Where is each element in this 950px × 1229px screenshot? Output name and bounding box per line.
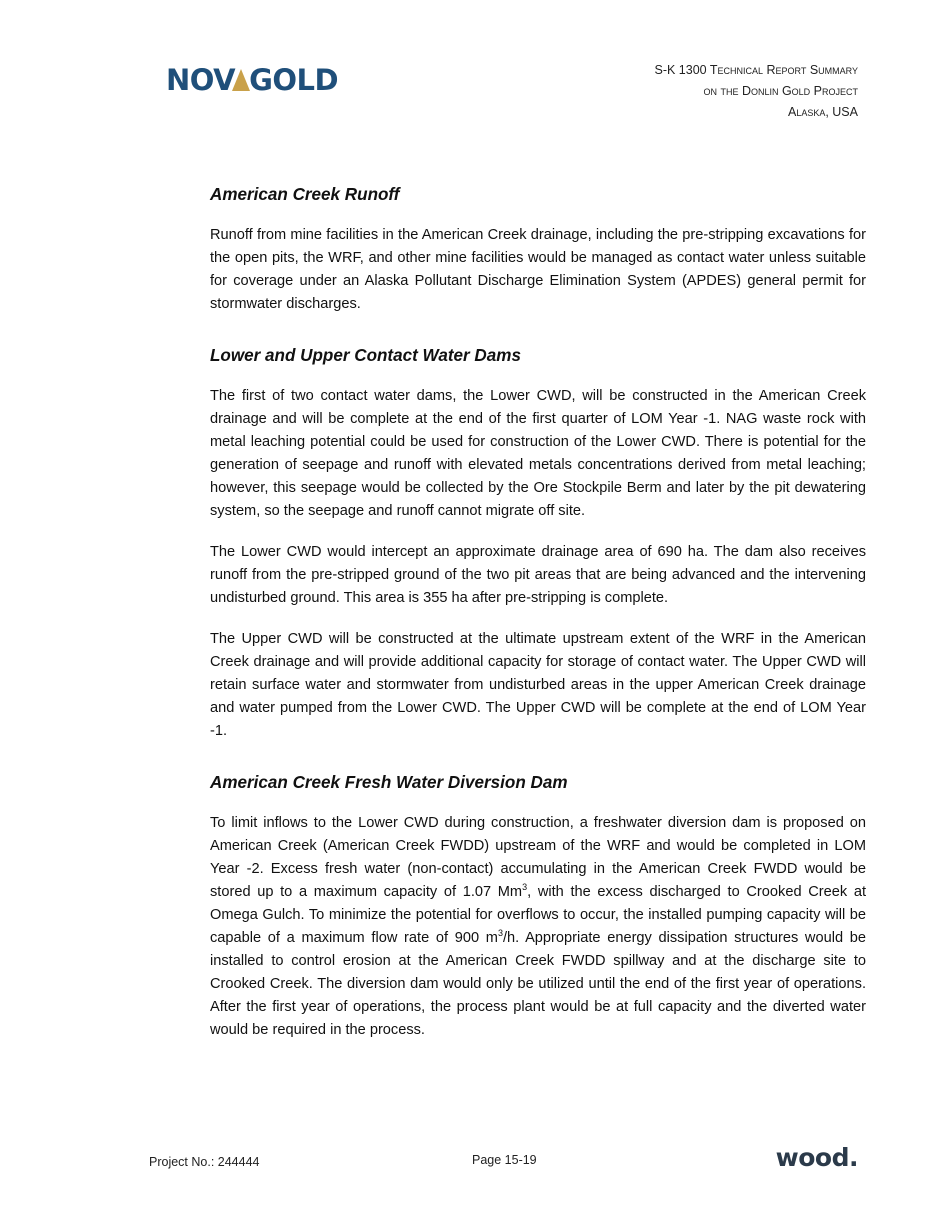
- paragraph-text: , with the excess discharged to Crooked Creek at Omega Gulch. To minimize the potential for overflows to occur, the installed pumping capacity will be capable of a maximum flow rate of 900 m: [210, 884, 866, 946]
- paragraph-text: To limit inflows to the Lower CWD during construction, a freshwater diversion dam is proposed on American Creek (American Creek FWDD) upstream of the WRF and would be completed in LOM Year -2. Excess fresh water (non-contact) accumulating in the American Creek FWDD would be stored up to a maximum capacity of 1.07 Mm: [210, 815, 866, 900]
- page-number: Page 15-19: [472, 1153, 537, 1167]
- paragraph: Runoff from mine facilities in the American Creek drainage, including the pre-stripping excavations for the open pits, the WRF, and other mine facilities would be managed as contact water unless suitable for coverage under an Alaska Pollutant Discharge Elimination System (APDES) general permit for stormwater discharges.: [210, 227, 866, 312]
- project-number: Project No.: 244444: [149, 1155, 260, 1169]
- paragraph: The first of two contact water dams, the Lower CWD, will be constructed in the American Creek drainage and will be complete at the end of the first quarter of LOM Year -1. NAG waste rock with metal leaching potential could be used for construction of the Lower CWD. There is potential for the generation of seepage and runoff with elevated metals concentrations derived from metal leaching; however, this seepage would be collected by the Ore Stockpile Berm and later by the pit dewatering system, so the seepage and runoff cannot migrate off site.: [210, 388, 866, 519]
- logo-text-right: GOLD: [249, 63, 339, 97]
- report-header: [655, 60, 859, 123]
- section-heading: Lower and Upper Contact Water Dams: [210, 346, 521, 365]
- logo-text-left: NOV: [166, 63, 236, 97]
- paragraph: The Upper CWD will be constructed at the ultimate upstream extent of the WRF in the American Creek drainage and will provide additional capacity for storage of contact water. The Upper CWD will retain surface water and stormwater from undisturbed areas in the upper American Creek drainage and water pumped from the Lower CWD. The Upper CWD will be complete at the end of LOM Year -1.: [210, 631, 866, 739]
- section-heading: American Creek Fresh Water Diversion Dam: [210, 773, 568, 792]
- report-title-line3: Alaska, USA: [787, 105, 858, 119]
- section-heading: American Creek Runoff: [210, 185, 400, 204]
- report-title-line2: on the Donlin Gold Project: [703, 84, 858, 98]
- page-content: [210, 183, 866, 1042]
- novagold-logo: [166, 64, 338, 96]
- paragraph: The Lower CWD would intercept an approximate drainage area of 690 ha. The dam also receives runoff from the pre-stripped ground of the two pit areas that are being advanced and the intervening undisturbed ground. This area is 355 ha after pre-stripping is complete.: [210, 544, 866, 606]
- paragraph-text: /h. Appropriate energy dissipation structures would be installed to control erosion at the American Creek FWDD spillway and at the discharge site to Crooked Creek. The diversion dam would only be utilized until the end of the first year of operations. After the first year of operations, the process plant would be at full capacity and the diverted water would be required in the process.: [210, 930, 866, 1038]
- wood-logo: wood.: [775, 1143, 858, 1172]
- superscript: 3: [522, 882, 528, 892]
- superscript: 3: [497, 928, 503, 938]
- logo-triangle-icon: [232, 69, 250, 91]
- report-title-line1: S-K 1300 Technical Report Summary: [654, 63, 858, 77]
- paragraph-fwdd: [210, 812, 866, 1042]
